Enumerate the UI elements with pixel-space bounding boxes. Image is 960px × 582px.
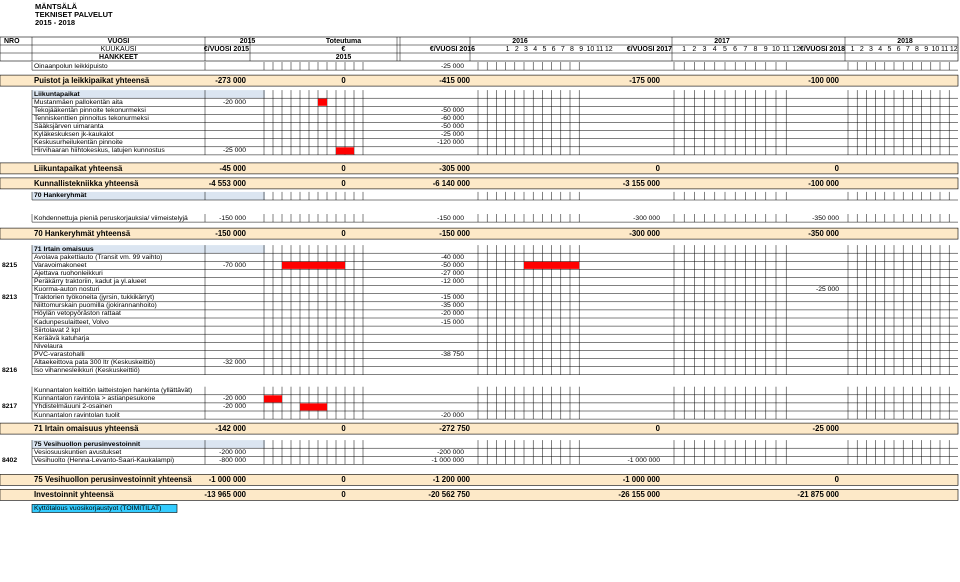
header-month: 8 [570,46,574,53]
value-2016: -35 000 [440,302,464,310]
total-row-label: 70 Hankeryhmät yhteensä [34,229,131,239]
header-month: 3 [702,46,707,53]
value-2016: -200 000 [437,448,464,456]
row-label: Varavoimakoneet [34,261,87,269]
value-2018: 0 [834,163,839,173]
schedule-bar [300,403,327,410]
row-label: Kunnantalon ravintola > astianpesukone [34,395,156,403]
row-label: Tekojääkentän pinnoite tekonurmeksi [34,106,146,114]
value-2017: -1 000 000 [622,475,660,485]
header-month: 8 [915,46,919,53]
header-euro-vuosi-2018: €/VUOSI 2018 [799,46,845,53]
header-2015: 2015 [239,38,256,45]
total-row-label: Puistot ja leikkipaikat yhteensä [34,76,150,86]
header-month: 10 [586,46,595,53]
value-2015: -13 965 000 [204,490,246,500]
header-month: 1 [682,46,687,53]
schedule-bar [336,147,354,154]
value-2017: -300 000 [629,229,660,239]
value-2016: -25 000 [440,131,464,139]
header-month: 12 [604,46,613,53]
header-month: 9 [924,46,929,53]
value-2017: -3 155 000 [622,178,660,188]
schedule-bar [318,99,327,106]
header-vuosi: VUOSI [107,38,130,45]
value-2015: -20 000 [222,403,246,411]
value-2018: -100 000 [808,76,839,86]
header-toteutuma: Toteutuma [325,38,362,45]
header-2016: 2016 [512,38,528,45]
row-label: Kadunpesulaitteet, Volvo [34,318,109,326]
value-2015: -20 000 [222,98,246,106]
total-row-label: 75 Vesihuollon perusinvestoinnit yhteensä [34,475,192,485]
row-label: Ajettava ruohonleikkuri [34,269,103,277]
value-2016: -415 000 [439,76,470,86]
value-2016: -60 000 [440,114,464,122]
row-nro: 8402 [2,456,18,464]
value-toteutuma: 0 [341,490,346,500]
value-2015: -142 000 [215,424,246,434]
value-2017: -175 000 [629,76,660,86]
row-label: Kunnantalon ravintolan tuolit [34,411,120,419]
header-month: 11 [782,46,790,53]
row-nro: 8216 [2,367,18,375]
value-2016: -40 000 [440,253,464,261]
value-toteutuma: 0 [341,163,346,173]
header-euro-vuosi-2017: €/VUOSI 2017 [626,46,672,53]
header-month: 7 [560,46,565,53]
value-2017: -26 155 000 [618,490,660,500]
row-label: Kuorma-auton nosturi [34,286,100,294]
header-2018: 2018 [897,38,913,45]
value-2015: -45 000 [219,163,246,173]
row-label: Kunnantalon keittiön laitteistojen hankinta (yllättävät) [34,387,193,395]
value-2016: -272 750 [439,424,470,434]
header-nro: NRO [4,38,20,45]
value-toteutuma: 0 [341,178,346,188]
schedule-bar [524,262,579,269]
value-2016: -38 750 [440,350,464,358]
value-2016: -25 000 [440,62,464,70]
value-2016: -27 000 [440,269,464,277]
value-2016: -20 000 [440,310,464,318]
row-label: Yhdistelmäuuni 2-osainen [34,403,113,411]
value-toteutuma: 0 [341,475,346,485]
value-2017: -300 000 [633,214,660,222]
value-2015: -150 000 [219,214,246,222]
row-label: Kyttötalous vuosikorjaustyot (TOIMITILAT) [34,504,162,512]
value-2016: -305 000 [439,163,470,173]
schedule-bar [264,395,282,402]
value-2017: 0 [655,163,660,173]
section-heading: Liikuntapaikat [34,90,80,98]
value-2018: -25 000 [815,286,839,294]
header-month: 4 [712,46,717,53]
header-month: 3 [524,46,528,53]
total-row-label: Liikuntapaikat yhteensä [34,163,123,173]
header-month: 12 [949,46,958,53]
row-label: Vesihuolto (Henna-Levanto-Saari-Kaukalampi) [34,456,175,464]
value-2016: -150 000 [437,214,464,222]
value-2018: -350 000 [808,229,839,239]
section-heading: 71 Irtain omaisuus [34,245,94,253]
row-label: Keräävä katuharja [34,334,90,342]
row-label: Vesiosuuskuntien avustukset [34,448,122,456]
header-month: 5 [722,46,727,53]
row-nro: 8213 [2,294,18,302]
header-month: 5 [887,46,892,53]
header-month: 2 [859,46,864,53]
header-month: 1 [850,46,855,53]
total-row-label: 71 Irtain omaisuus yhteensä [34,424,139,434]
row-label: Niittomurskain puomilla (jokirannanhoito) [34,302,157,310]
row-label: Nivelaura [34,342,63,350]
value-2018: 0 [834,475,839,485]
value-2016: -50 000 [440,261,464,269]
title-line-3: 2015 - 2018 [35,18,76,27]
value-2018: -350 000 [812,214,839,222]
row-label: Siirtolavat 2 kpl [34,326,81,334]
section-heading: 75 Vesihuollon perusinvestoinnit [34,440,141,448]
section-heading: 70 Hankeryhmät [34,192,87,200]
row-label: Sääksjärven uimaranta [34,123,104,131]
row-label: PVC-varastohalli [34,350,85,358]
title-line-2: TEKNISET PALVELUT [35,10,113,19]
row-nro: 8215 [2,261,18,269]
header-month: 7 [905,46,910,53]
value-2015: -70 000 [222,261,246,269]
header-month: 10 [931,46,940,53]
header-month: 9 [579,46,584,53]
header-month: 6 [896,46,901,53]
value-2018: -100 000 [808,178,839,188]
value-2016: -6 140 000 [432,178,470,188]
row-label: Kyläkeskuksen jk-kaukalot [34,131,114,139]
value-2015: -800 000 [219,456,246,464]
header-euro: € [341,46,346,53]
value-2016: -15 000 [440,318,464,326]
row-label: Höylän vetopyöräston rattaat [34,310,121,318]
header-month: 12 [792,46,801,53]
row-label: Avolava pakettiauto (Transit vm. 99 vaihto) [34,253,163,261]
value-2016: -15 000 [440,294,464,302]
header-euro-vuosi-2015: €/VUOSI 2015 [203,46,249,53]
header-month: 9 [763,46,768,53]
row-label: Keskusurheilukentän pinnoite [34,139,123,147]
header-2017: 2017 [714,38,730,45]
value-2016: -20 000 [440,411,464,419]
row-label: Kohdennettuja pieniä peruskorjauksia/ viimeistelyjä [34,214,188,222]
value-2016: -1 200 000 [432,475,470,485]
header-month: 11 [595,46,604,53]
row-label: Tenniskenttien pinnoitus tekonurmeksi [34,114,149,122]
value-toteutuma: 0 [341,229,346,239]
value-2016: -1 000 000 [431,456,464,464]
row-label: Hirvihaaran hiihtokeskus, latujen kunnostus [34,147,165,155]
row-nro: 8217 [2,403,18,411]
header-toteutuma-year: 2015 [335,54,352,61]
header-month: 7 [743,46,748,53]
header-month: 1 [505,46,510,53]
header-hankkeet: HANKKEET [99,54,138,61]
total-row-label: Kunnallistekniikka yhteensä [34,178,139,188]
value-2015: -1 000 000 [208,475,246,485]
value-2016: -20 562 750 [428,490,470,500]
header-month: 4 [878,46,883,53]
value-2015: -273 000 [215,76,246,86]
total-row-label: Investoinnit yhteensä [34,490,114,500]
row-label: Peräkärry traktoriin, kadut ja yl.alueet [34,278,147,286]
row-label: Mustanmäen pallokentän aita [34,98,123,106]
row-label: Iso vihannesleikkuri (Keskuskeittiö) [34,367,140,375]
header-month: 6 [733,46,738,53]
header-month: 11 [940,46,949,53]
value-2016: -50 000 [440,123,464,131]
row-label: Oinaanpolun leikkipuisto [34,62,108,70]
value-toteutuma: 0 [341,76,346,86]
row-label: Altaekeittova pata 300 ltr (Keskuskeittiö) [34,359,156,367]
header-kuukausi: KUUKAUSI [100,46,137,53]
value-toteutuma: 0 [341,424,346,434]
value-2016: -150 000 [439,229,470,239]
header-month: 4 [533,46,538,53]
value-2015: -4 553 000 [208,178,246,188]
value-2015: -200 000 [219,448,246,456]
value-2015: -150 000 [215,229,246,239]
value-2018: -21 875 000 [797,490,839,500]
row-label: Traktorien työkoneita (jyrsin, tukkikärryt) [34,294,155,302]
value-2017: -1 000 000 [627,456,660,464]
header-euro-vuosi-2016: €/VUOSI 2016 [429,46,475,53]
header-month: 10 [771,46,780,53]
total-row-bg [0,163,958,174]
header-month: 5 [542,46,547,53]
header-month: 2 [692,46,697,53]
value-2015: -32 000 [222,359,246,367]
schedule-bar [282,262,345,269]
value-2016: -120 000 [437,139,464,147]
header-month: 8 [753,46,758,53]
header-month: 2 [514,46,519,53]
value-2015: -20 000 [222,395,246,403]
value-2015: -25 000 [222,147,246,155]
header-month: 6 [551,46,556,53]
value-2016: -12 000 [440,278,464,286]
header-month: 3 [869,46,873,53]
value-2016: -50 000 [440,106,464,114]
value-2017: 0 [655,424,660,434]
title-line-1: MÄNTSÄLÄ [35,2,78,11]
value-2018: -25 000 [812,424,839,434]
